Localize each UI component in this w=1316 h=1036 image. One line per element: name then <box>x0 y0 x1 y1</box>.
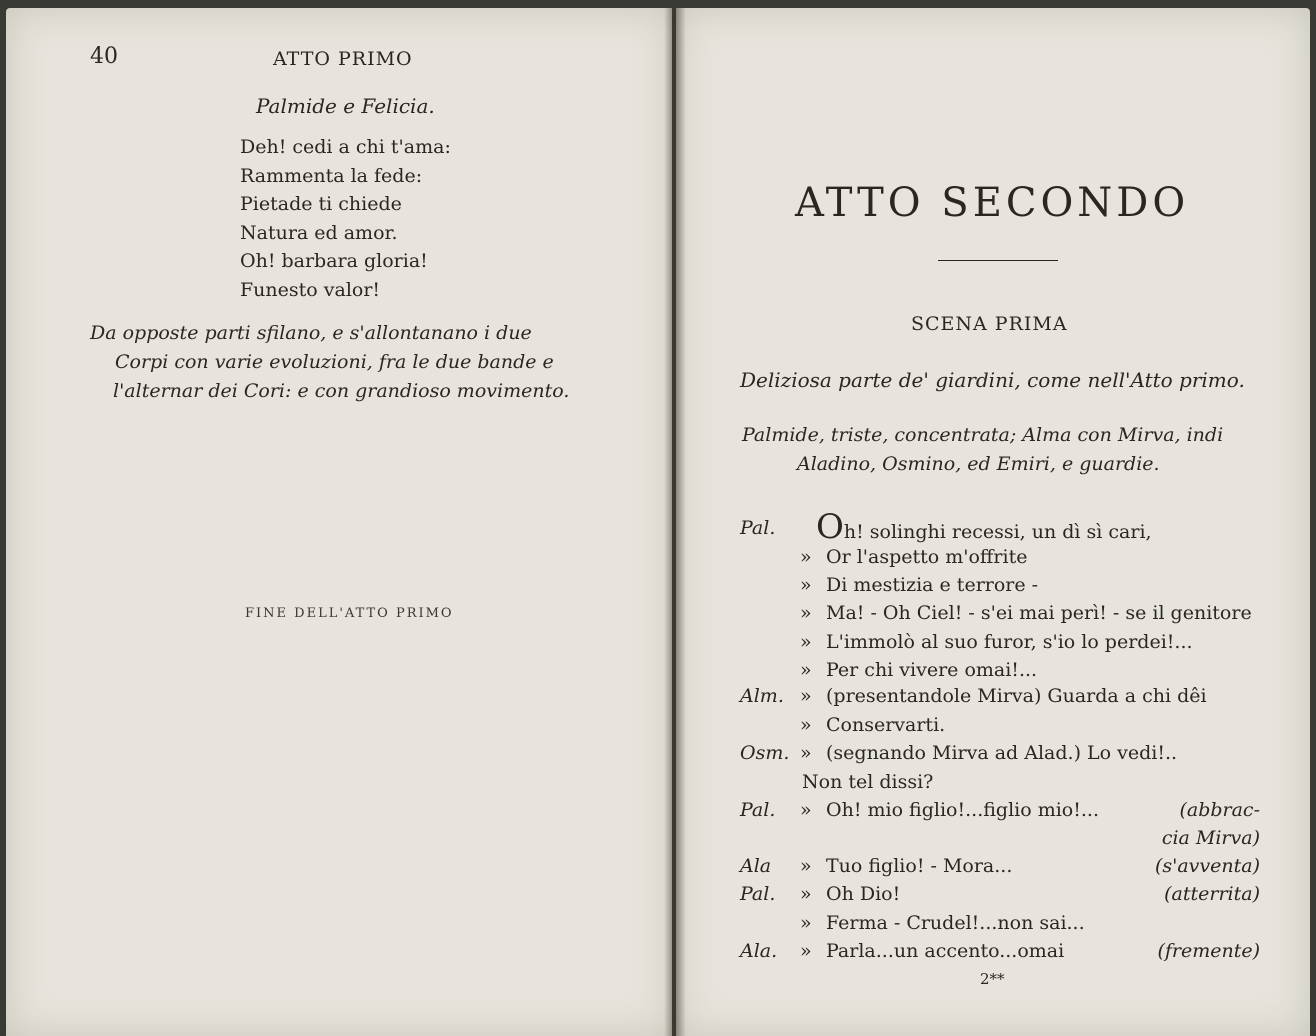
continuation-mark: » <box>800 799 812 821</box>
speaker-name: Pal. <box>740 799 776 821</box>
stage-direction-line: Da opposte parti sfilano, e s'allontanano i due <box>90 322 532 344</box>
continuation-mark: » <box>800 940 812 962</box>
left-page <box>6 8 672 1036</box>
line-text: L'immolò al suo furor, s'io lo perdei!... <box>826 631 1193 653</box>
line-text: Ma! - Oh Ciel! - s'ei mai perì! - se il genitore <box>826 602 1252 624</box>
dialogue-line <box>740 827 1260 853</box>
stage-direction: (s'avventa) <box>1154 855 1260 877</box>
signature-mark: 2** <box>980 970 1005 988</box>
speaker-name: Osm. <box>740 742 790 764</box>
stage-direction-line: Corpi con varie evoluzioni, fra le due bande e <box>115 351 554 373</box>
speakers-heading: Palmide e Felicia. <box>256 94 435 118</box>
continuation-mark: » <box>800 883 812 905</box>
continuation-mark: » <box>800 685 812 707</box>
verse-line: Rammenta la fede: <box>240 165 423 187</box>
continuation-mark: » <box>800 742 812 764</box>
speaker-name: Ala <box>740 855 772 877</box>
dialogue-line <box>740 546 1260 572</box>
dialogue-line <box>740 883 1260 909</box>
dialogue-line <box>740 799 1260 825</box>
act-title: ATTO SECONDO <box>795 180 1190 226</box>
stage-direction: (atterrita) <box>1164 883 1260 905</box>
line-text: Oh Dio! <box>826 883 901 905</box>
dialogue-line <box>740 771 1260 797</box>
dialogue-line <box>740 685 1260 711</box>
dialogue-line <box>740 631 1260 657</box>
speaker-name: Alm. <box>740 685 784 707</box>
line-text <box>816 507 1152 547</box>
line-text: Tuo figlio! - Mora... <box>826 855 1013 877</box>
continuation-mark: » <box>800 855 812 877</box>
stage-direction: (fremente) <box>1157 940 1260 962</box>
line-text: Oh! mio figlio!...figlio mio!... <box>826 799 1099 821</box>
stage-direction-line: l'alternar dei Cori: e con grandioso movimento. <box>113 380 570 402</box>
dialogue-line <box>740 602 1260 628</box>
line-text: Or l'aspetto m'offrite <box>826 546 1028 568</box>
continuation-mark: » <box>800 602 812 624</box>
line-text: Conservarti. <box>826 714 946 736</box>
dialogue-line <box>740 574 1260 600</box>
verse-line: Oh! barbara gloria! <box>240 250 428 272</box>
end-of-act-note: FINE DELL'ATTO PRIMO <box>245 606 454 621</box>
scene-title: SCENA PRIMA <box>911 313 1068 335</box>
verse-line: Funesto valor! <box>240 279 381 301</box>
stage-direction: (abbrac- <box>1179 799 1260 821</box>
line-text: (presentandole Mirva) Guarda a chi dêi <box>826 685 1207 707</box>
characters-line: Palmide, triste, concentrata; Alma con Mirva, indi <box>742 424 1224 446</box>
dialogue-line <box>740 912 1260 938</box>
line-text-rest: h! solinghi recessi, un dì sì cari, <box>843 521 1152 543</box>
scene-setting: Deliziosa parte de' giardini, come nell'Atto primo. <box>740 368 1245 392</box>
continuation-mark: » <box>800 912 812 934</box>
continuation-mark: » <box>800 574 812 596</box>
dialogue-line <box>740 940 1260 966</box>
line-text: Di mestizia e terrore - <box>826 574 1039 596</box>
line-text: Per chi vivere omai!... <box>826 659 1038 681</box>
dialogue-line <box>740 742 1260 768</box>
verse-line: Pietade ti chiede <box>240 193 402 215</box>
line-text: Parla...un accento...omai <box>826 940 1065 962</box>
running-head: ATTO PRIMO <box>273 48 413 70</box>
speaker-name: Pal. <box>740 883 776 905</box>
continuation-mark: » <box>800 659 812 681</box>
speaker-name: Ala. <box>740 940 778 962</box>
continuation-mark: » <box>800 714 812 736</box>
dialogue-line <box>740 855 1260 881</box>
speaker-name: Pal. <box>740 517 776 539</box>
line-text: Ferma - Crudel!...non sai... <box>826 912 1085 934</box>
characters-line: Aladino, Osmino, ed Emiri, e guardie. <box>797 453 1160 475</box>
verse-line: Natura ed amor. <box>240 222 398 244</box>
line-text: Non tel dissi? <box>802 771 934 793</box>
line-text: (segnando Mirva ad Alad.) Lo vedi!.. <box>826 742 1178 764</box>
page-number: 40 <box>90 44 118 69</box>
title-rule <box>938 260 1058 261</box>
dialogue-line <box>740 659 1260 685</box>
verse-line: Deh! cedi a chi t'ama: <box>240 136 451 158</box>
stage-direction: cia Mirva) <box>1161 827 1260 849</box>
dialogue-line <box>740 714 1260 740</box>
continuation-mark: » <box>800 546 812 568</box>
continuation-mark: » <box>800 631 812 653</box>
drop-cap: O <box>816 507 844 547</box>
dialogue-line <box>740 507 1260 547</box>
book-gutter <box>664 8 686 1036</box>
